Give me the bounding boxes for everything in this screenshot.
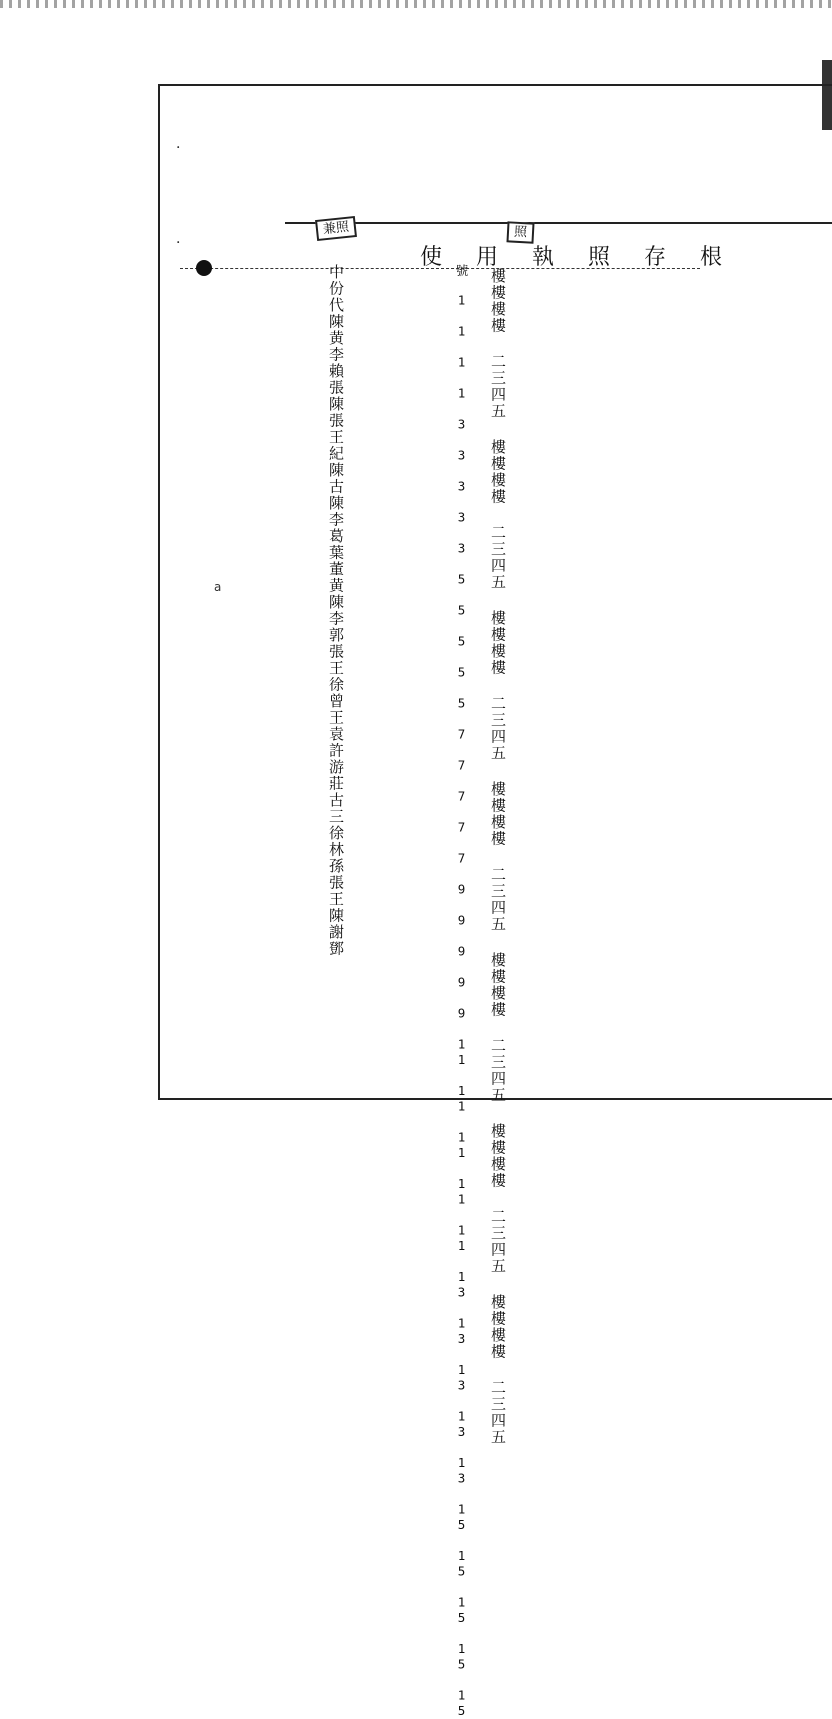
owner-names-column: 中份代陳黄李賴張陳張王紀陳古陳李葛葉董黄陳李郭張王徐曾王袁許游莊古三徐林孫張王陳謝鄧 [327, 264, 345, 957]
margin-mark-2: · [176, 235, 181, 251]
stamp-left: 兼照 [315, 216, 357, 241]
margin-letter: a [214, 580, 222, 594]
document-title: 使用執照存根 [420, 245, 757, 270]
floor-labels-column: 樓樓樓樓 二三四五 樓樓樓樓 二三四五 樓樓樓樓 二三四五 樓樓樓樓 二三四五 樓樓樓樓 二三四五 樓樓樓樓 二三四五 樓樓樓樓 二三四五 [489, 268, 507, 1446]
header-rule [285, 222, 832, 224]
margin-mark-1: · [176, 140, 181, 156]
punch-hole-dot [196, 260, 212, 276]
scan-noise-strip [0, 0, 832, 8]
stamp-right: 照 [506, 221, 534, 243]
house-numbers-column: 號 1 1 1 1 3 3 3 3 3 5 5 5 5 5 7 7 7 7 7 9 9 9 9 9 11 11 11 11 11 13 13 13 13 13 15 15 15 15 15 [454, 264, 469, 1719]
